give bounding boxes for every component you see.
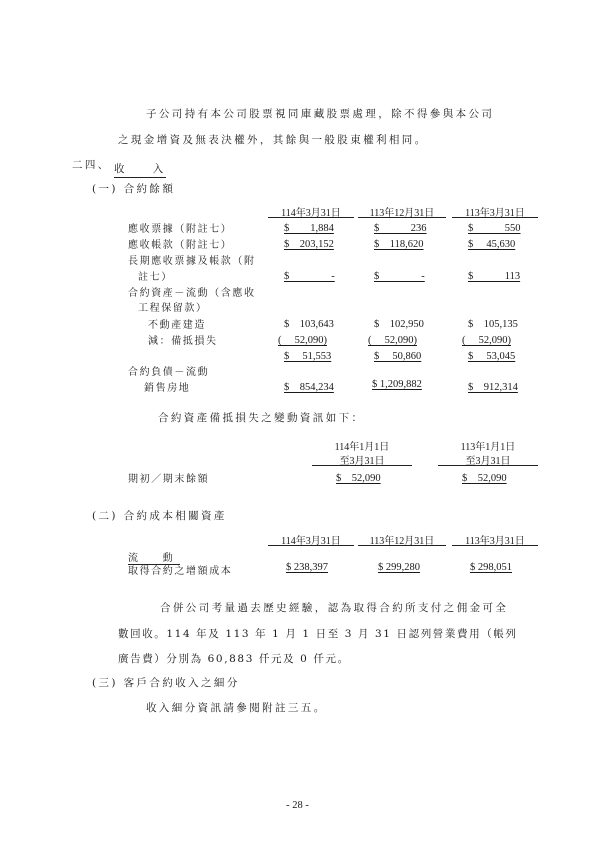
cell-property-sales-2: $ 1,209,882	[372, 379, 422, 390]
note-line-3: 廣告費）分別為 60,883 仟元及 0 仟元。	[118, 653, 350, 665]
row-label-long-term-receivable: 長期應收票據及帳款（附	[128, 256, 256, 267]
intro-line-1: 子公司持有本公司股票視同庫藏股票處理，除不得參與本公司	[146, 108, 495, 120]
cell-accounts-receivable-1: $ 203,152	[284, 239, 334, 250]
cell-real-estate-construction-2: $ 102,950	[374, 319, 424, 330]
part1-col-header-1: 114年3月31日	[281, 208, 341, 219]
row-label-real-estate-construction: 不動產建造	[148, 320, 206, 331]
cell-long-term-receivable-3: $ 113	[468, 271, 521, 282]
part1-col-header-3: 113年3月31日	[465, 208, 525, 219]
allowance-col-header-2-line1: 113年1月1日	[460, 442, 516, 453]
part2-header-rule-1	[268, 545, 354, 546]
part2-heading: (二) 合約成本相關資產	[92, 510, 227, 522]
part2-col-header-2: 113年12月31日	[369, 536, 435, 547]
cell-allowance-1: ( 52,090)	[278, 335, 327, 346]
allowance-row-label: 期初／期末餘額	[128, 474, 210, 485]
part1-heading: (一) 合約餘額	[92, 183, 176, 195]
cell-long-term-receivable-2: $ -	[374, 271, 425, 282]
intro-line-2: 之現金增資及無表決權外，其餘與一般股東權利相同。	[118, 134, 428, 146]
row-label-long-term-receivable-2: 註七）	[138, 272, 173, 283]
section-title	[114, 157, 166, 178]
part1-col-header-2: 113年12月31日	[369, 208, 435, 219]
allowance-intro: 合約資產備抵損失之變動資訊如下：	[158, 412, 365, 424]
allowance-col-header-2-line2: 至3月31日	[465, 456, 511, 467]
row-label-contract-assets-2: 工程保留款）	[138, 303, 208, 314]
cell-contract-assets-net-1: $ 51,553	[284, 351, 332, 362]
cell-contract-assets-net-2: $ 50,860	[374, 351, 422, 362]
part1-header-rule-1	[268, 217, 354, 218]
cell-notes-receivable-3: $ 550	[468, 223, 521, 234]
cell-allowance-2: ( 52,090)	[368, 335, 417, 346]
part2-value-2: $ 299,280	[378, 562, 420, 573]
part2-col-header-1: 114年3月31日	[281, 536, 341, 547]
note-line-1: 合併公司考量過去歷史經驗，認為取得合約所支付之佣金可全	[160, 602, 509, 614]
part2-header-rule-3	[452, 545, 538, 546]
allowance-value-1: $ 52,090	[336, 473, 381, 484]
part2-value-1: $ 238,397	[286, 562, 328, 573]
part2-value-3: $ 298,051	[470, 562, 512, 573]
allowance-value-2: $ 52,090	[462, 473, 507, 484]
allowance-header-rule-1	[312, 465, 412, 466]
allowance-col-header-1-line1: 114年1月1日	[334, 442, 390, 453]
allowance-col-header-1-line2: 至3月31日	[339, 456, 385, 467]
part2-group-label-text: 流 動	[128, 549, 180, 565]
cell-notes-receivable-1: $ 1,884	[284, 223, 334, 234]
part2-col-header-3: 113年3月31日	[465, 536, 525, 547]
page-number: - 28 -	[286, 800, 309, 811]
part3-text: 收入細分資訊請參閱附註三五。	[146, 702, 327, 714]
section-number: 二四、	[72, 159, 111, 171]
row-label-allowance: 減：備抵損失	[148, 336, 218, 347]
cell-real-estate-construction-3: $ 105,135	[468, 319, 518, 330]
cell-long-term-receivable-1: $ -	[284, 271, 335, 282]
allowance-header-rule-2	[438, 465, 538, 466]
row-label-contract-assets: 合約資產－流動（含應收	[128, 288, 256, 299]
part1-header-rule-3	[452, 217, 538, 218]
row-label-contract-liabilities: 合約負債－流動	[128, 367, 210, 378]
cell-notes-receivable-2: $ 236	[374, 223, 427, 234]
cell-contract-assets-net-3: $ 53,045	[468, 351, 516, 362]
part2-header-rule-2	[358, 545, 446, 546]
note-line-2: 數回收。114 年及 113 年 1 月 1 日至 3 月 31 日認列營業費用（帳列	[118, 628, 518, 640]
cell-real-estate-construction-1: $ 103,643	[284, 319, 334, 330]
part3-heading: (三) 客戶合約收入之細分	[92, 677, 240, 689]
part1-header-rule-2	[358, 217, 446, 218]
row-label-notes-receivable: 應收票據（附註七）	[128, 224, 233, 235]
cell-allowance-3: ( 52,090)	[462, 335, 511, 346]
cell-accounts-receivable-2: $ 118,620	[374, 239, 424, 250]
part2-row-label: 取得合約之增額成本	[128, 566, 233, 577]
cell-property-sales-1: $ 854,234	[284, 382, 334, 393]
cell-accounts-receivable-3: $ 45,630	[468, 239, 516, 250]
row-label-property-sales: 銷售房地	[144, 383, 191, 394]
cell-property-sales-3: $ 912,314	[468, 382, 518, 393]
row-label-accounts-receivable: 應收帳款（附註七）	[128, 240, 233, 251]
section-title-text: 收 入	[114, 161, 166, 178]
